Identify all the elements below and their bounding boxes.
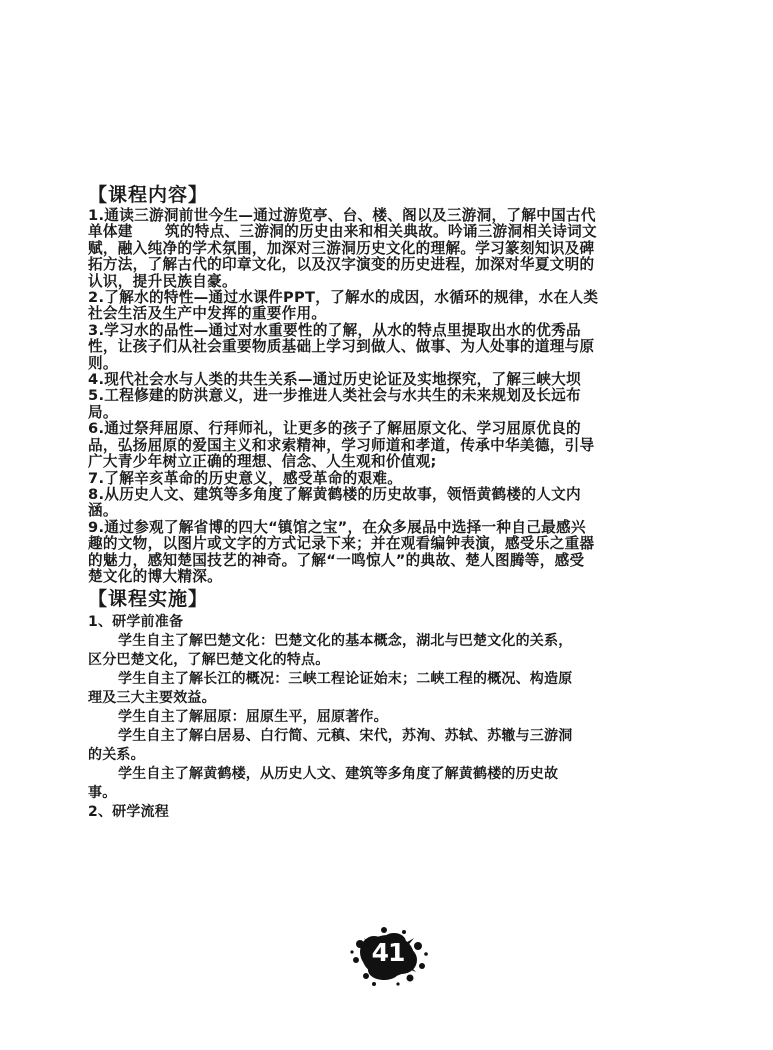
implementation-line: 区分巴楚文化，了解巴楚文化的特点。: [88, 652, 330, 668]
content-line: 1.通读三游洞前世今生—通过游览亭、台、楼、阁以及三游洞，了解中国古代: [88, 207, 596, 224]
content-line: 3.学习水的品性—通过对水重要性的了解，从水的特点里提取出水的优秀品: [88, 321, 581, 339]
content-line: 6.通过祭拜屈原、行拜师礼，让更多的孩子了解屈原文化、学习屈原优良的: [88, 420, 581, 438]
implementation-line: 理及三大主要效益。: [88, 690, 216, 706]
content-line: 楚文化的博大精深。: [88, 567, 223, 585]
implementation-line: 学生自主了解长江的概况：三峡工程论证始末；二峡工程的概况、构造原: [118, 671, 573, 687]
content-line: 赋，融入纯净的学术氛围，加深对三游洞历史文化的理解。学习篆刻知识及碑: [88, 239, 595, 257]
content-line: 认识，提升民族自豪。: [88, 272, 237, 290]
content-line: 社会生活及生产中发挥的重要作用。: [88, 305, 327, 323]
implementation-line: 学生自主了解巴楚文化：巴楚文化的基本概念，湖北与巴楚文化的关系，: [118, 633, 573, 649]
implementation-line: 学生自主了解屈原：屈原生平，屈原著作。: [118, 709, 388, 725]
content-line: 则。: [88, 354, 118, 372]
course-implementation-heading: 【课程实施】: [88, 588, 209, 610]
content-line: 单体建 筑的特点、三游洞的历史由来和相关典故。吟诵三游洞相关诗词文: [88, 223, 597, 241]
implementation-line: 学生自主了解黄鹤楼，从历史人文、建筑等多角度了解黄鹤楼的历史故: [118, 766, 559, 782]
implementation-line: 1、研学前准备: [88, 614, 184, 630]
content-line: 的魅力，感知楚国技艺的神奇。了解“一鸣惊人”的典故、楚人图腾等，感受: [88, 551, 585, 569]
content-line: 广大青少年树立正确的理想、信念、人生观和价值观;: [88, 453, 437, 471]
content-line: 9.通过参观了解省博的四大“镇馆之宝”，在众多展品中选择一种自己最感兴: [88, 518, 586, 536]
page-number-badge: [344, 924, 432, 988]
implementation-line: 2、研学流程: [88, 804, 169, 820]
content-line: 8.从历史人文、建筑等多角度了解黄鹤楼的历史故事，领悟黄鹤楼的人文内: [88, 485, 581, 503]
content-line: 局。: [88, 403, 118, 421]
content-line: 性，让孩子们从社会重要物质基础上学习到做人、做事、为人处事的道理与原: [88, 338, 595, 356]
content-line: 趣的文物，以图片或文字的方式记录下来；并在观看编钟表演，感受乐之重器: [88, 535, 595, 553]
content-line: 拓方法，了解古代的印章文化，以及汉字演变的历史进程，加深对华夏文明的: [88, 256, 595, 274]
page-number: 41: [371, 938, 405, 967]
course-content-body: [88, 208, 688, 585]
content-line: 7.了解辛亥革命的历史意义，感受革命的艰难。: [88, 469, 403, 487]
implementation-line: 事。: [88, 785, 117, 801]
course-content-heading: 【课程内容】: [88, 184, 209, 206]
content-line: 涵。: [88, 502, 118, 520]
course-implementation-body: [88, 613, 688, 822]
content-line: 品，弘扬屈原的爱国主义和求索精神，学习师道和孝道，传承中华美德，引导: [88, 436, 595, 454]
implementation-line: 学生自主了解白居易、白行简、元稹、宋代，苏洵、苏轼、苏辙与三游洞: [118, 728, 573, 744]
content-line: 2.了解水的特性—通过水课件PPT，了解水的成因，水循环的规律，水在人类: [88, 289, 599, 307]
content-line: 5.工程修建的防洪意义，进一步推进人类社会与水共生的未来规划及长远布: [88, 387, 581, 405]
implementation-line: 的关系。: [88, 747, 145, 763]
content-line: 4.现代社会水与人类的共生关系—通过历史论证及实地探究，了解三峡大坝: [88, 371, 581, 389]
